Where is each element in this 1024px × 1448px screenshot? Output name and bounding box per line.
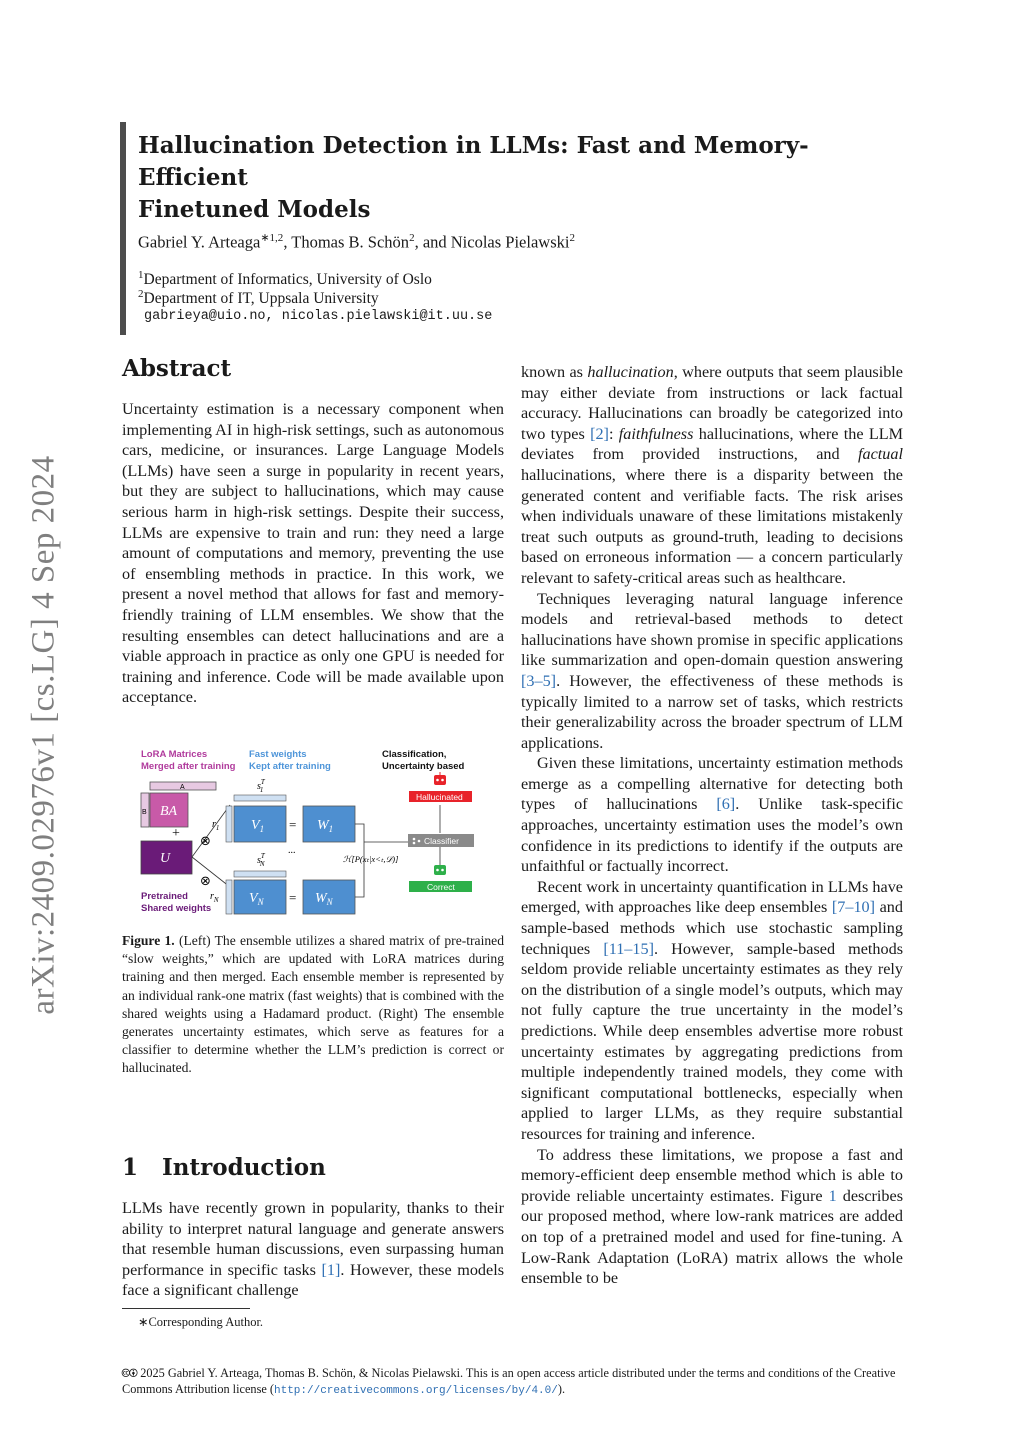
wn-label: $W_N$ [315, 891, 333, 907]
page-title [138, 130, 908, 226]
w1-label: $W_1$ [317, 818, 334, 834]
figure-1-diagram [138, 745, 483, 920]
citation-6[interactable]: [6] [716, 795, 736, 814]
footnote-rule [122, 1308, 250, 1309]
s1-label: $s^T$ 1 [257, 778, 265, 794]
caption-label: Figure 1. [122, 933, 175, 948]
citation-7-10[interactable]: [7–10] [831, 898, 876, 917]
abstract-text: Uncertainty estimation is a necessary component when implementing AI in high-risk settings, such as autonomous cars, medicine, or insurances. Large Language Models (LLMs) have seen a surge in popularity in recent years, but they are subject to hallucinations, which may cause serious harm in high-risk settings. Despite their success, LLMs are expensive to train and run: they need a large amount of computations and memory, preventing the use of ensembling methods in practice. In this work, we present a novel method that allows for fast and memory-friendly training of LLM ensembles. We show that the resulting ensembles can detect hallucinations and are a viable approach in practice as only one GPU is needed for training and inference. Code will be made available upon acceptance. [122, 400, 504, 707]
r1-vector [226, 806, 232, 842]
arrow-u-to-v1 [192, 805, 230, 857]
matrix-ba-label: BA [160, 804, 178, 819]
section-number: 1 [122, 1154, 139, 1181]
cls-title-1: Classification, [382, 749, 447, 760]
right-paragraph-4: Recent work in uncertainty quantification in LLMs have emerged, with approaches like deep ensembles [7–10] and sample-based methods which use stochastic sampling techniques [11–15]. However, sample-based methods seldom provide reliable uncertainty estimates as they rely on the distribution of a single model’s outputs, which may not fully capture the true uncertainty in the model’s predictions. While deep ensembles advertise more robust uncertainty estimates by aggregating predictions from multiple independently trained models, they come with significant computational bottlenecks, especially when applied to larger LLMs, as they require substantial resources for training and inference. [521, 877, 903, 1143]
author-emails[interactable]: gabrieya@uio.no, nicolas.pielawski@it.uu.se [144, 309, 493, 324]
sn-vector [234, 871, 286, 877]
section-title: Introduction [162, 1154, 326, 1181]
figure-1-caption [122, 932, 504, 1078]
r1-label: $r_1$ [212, 819, 220, 832]
matrix-a-label: A [180, 784, 185, 791]
aff2-sup: 2 [138, 288, 144, 300]
rn-label: $r_N$ [210, 891, 219, 904]
rn-vector [226, 880, 232, 914]
sn-label: $s^T$ N [257, 852, 265, 868]
author-2: Thomas B. Schön [291, 232, 410, 252]
citation-3-5[interactable]: [3–5] [521, 671, 557, 690]
right-paragraph-1: known as hallucination, where outputs that seem plausible may either deviate from instructions or lack factual accuracy. Hallucinations can broadly be categorized into two types [2]: faithfulness hallucinations, where the LLM deviates from provided instructions, and factual hallucinations, where there is a disparity between the generated content and verifiable facts. The risk arises when individuals unaware of these limitations mistakenly treat such outputs as ground-truth, leading to decisions based on erroneous information — a concern particularly relevant to safety-critical areas such as healthcare. [521, 363, 903, 587]
aff1-sup: 1 [138, 269, 144, 281]
equals-top: = [289, 817, 297, 832]
right-paragraph-5: To address these limitations, we propose a fast and memory-efficient deep ensemble method which is able to provide reliable uncertainty estimates. Figure 1 describes our proposed method, where low-rank matrices are added on top of a pretrained model and used for fine-tuning. A Low-Rank Adaptation (LoRA) matrix allows the whole ensemble to be [521, 1145, 904, 1288]
entropy-label: ℋ[P(xₜ|x<ₜ,𝒟)] [343, 854, 399, 864]
citation-2[interactable]: [2] [590, 424, 609, 443]
citation-1[interactable]: [1] [321, 1260, 341, 1279]
right-paragraph-2: Techniques leveraging natural language inference models and retrieval-based methods to detect hallucinations have shown promise in specific applications like summarization and open-domain question answering [3–5]. However, the effectiveness of these methods is typically limited to a narrow set of tasks, which restricts their generalizability across the broader spectrum of LLM applications. [521, 589, 903, 752]
intro-left-body [122, 1198, 504, 1301]
intro-paragraph-1: LLMs have recently grown in popularity, thanks to their ability to interpret natural language and generate answers that resemble human discussions, even surpassing human performance in specific tasks [1]. However, these models face a significant challenge [122, 1199, 504, 1300]
v1-label: $V_1$ [251, 818, 265, 834]
affiliation-1 [138, 269, 432, 289]
right-column-body [521, 362, 903, 1289]
author-3-sup: 2 [569, 232, 575, 244]
abstract-heading: Abstract [122, 355, 232, 382]
ensemble-dots: ... [288, 845, 296, 856]
citation-11-15[interactable]: [11–15] [603, 939, 654, 958]
s1-vector [234, 795, 286, 801]
arxiv-id: arXiv:2409.02976v1 [cs.LG] 4 Sep 2024 [25, 455, 62, 1015]
section-heading-introduction [122, 1154, 326, 1181]
lora-title-1: LoRA Matrices [141, 749, 208, 760]
hadamard-top: ⊗ [200, 834, 211, 849]
caption-text: (Left) The ensemble utilizes a shared matrix of pre-trained “slow weights,” which are updated with LoRA matrices during training and then merged. Each ensemble member is represented by an individual rank-one matrix (fast weights) that is combined with the shared weights using a Hadamard product. (Right) The ensemble generates uncertainty estimates, which serve as features for a classifier to determine whether the LLM’s prediction is correct or hallucinated. [122, 933, 504, 1076]
right-paragraph-3: Given these limitations, uncertainty estimation methods emerge as a compelling alternative for detecting both types of hallucinations [6]. Unlike task-specific approaches, uncertainty estimation uses the model’s own confidence in its predictions to identify if the outputs are unfaithful or factually incorrect. [521, 754, 904, 876]
classifier-label: Classifier [424, 836, 459, 846]
title-line-2: Finetuned Models [138, 196, 371, 223]
hadamard-bottom: ⊗ [200, 874, 211, 889]
robot-green-icon [434, 865, 446, 875]
cc-by-icon: 🅭🅯 [122, 1366, 138, 1380]
matrix-b-label: B [142, 809, 147, 816]
aff1-text: Department of Informatics, University of Oslo [143, 271, 432, 289]
matrix-u-label: U [160, 851, 171, 866]
affiliation-2 [138, 288, 379, 308]
plus-sign: + [172, 826, 180, 841]
correct-label: Correct [427, 882, 455, 892]
cls-title-2: Uncertainty based [382, 761, 465, 772]
author-1: Gabriel Y. Arteaga [138, 232, 261, 252]
license-link[interactable]: http://creativecommons.org/licenses/by/4.0/ [274, 1384, 558, 1397]
robot-red-icon [434, 772, 446, 785]
abstract-body [122, 399, 504, 708]
author-2-sup: 2 [409, 232, 415, 244]
fast-title-2: Kept after training [249, 761, 331, 772]
title-line-1: Hallucination Detection in LLMs: Fast and Memory-Efficient [138, 132, 809, 191]
author-1-sup: ∗1,2 [260, 232, 284, 244]
title-accent-bar [120, 122, 126, 335]
figure-1-link[interactable]: 1 [828, 1186, 837, 1205]
author-list: Gabriel Y. Arteaga$^{∗1,2}$, Thomas B. Schön$^2$, and Nicolas Pielawski$^2$ [138, 232, 575, 252]
lora-title-2: Merged after training [141, 761, 236, 772]
pretrained-title-2: Shared weights [141, 903, 212, 914]
hallucinated-label: Hallucinated [416, 792, 463, 802]
arrow-u-to-vn [192, 857, 230, 887]
footnote: ∗Corresponding Author. [138, 1315, 264, 1329]
pretrained-title-1: Pretrained [141, 891, 188, 902]
equals-bottom: = [289, 890, 297, 905]
fast-title-1: Fast weights [249, 749, 307, 760]
license-footer: 🅭🅯 2025 Gabriel Y. Arteaga, Thomas B. Schön, & Nicolas Pielawski. This is an open access article distributed under the terms and conditions of the Creative Commons Attribution license (http://creativecommons.org/licenses/by/4.0/). [122, 1366, 896, 1397]
vn-label: $V_N$ [249, 891, 264, 907]
arxiv-stamp [20, 455, 68, 1015]
aff2-text: Department of IT, Uppsala University [143, 290, 379, 308]
author-3: and Nicolas Pielawski [422, 232, 570, 252]
